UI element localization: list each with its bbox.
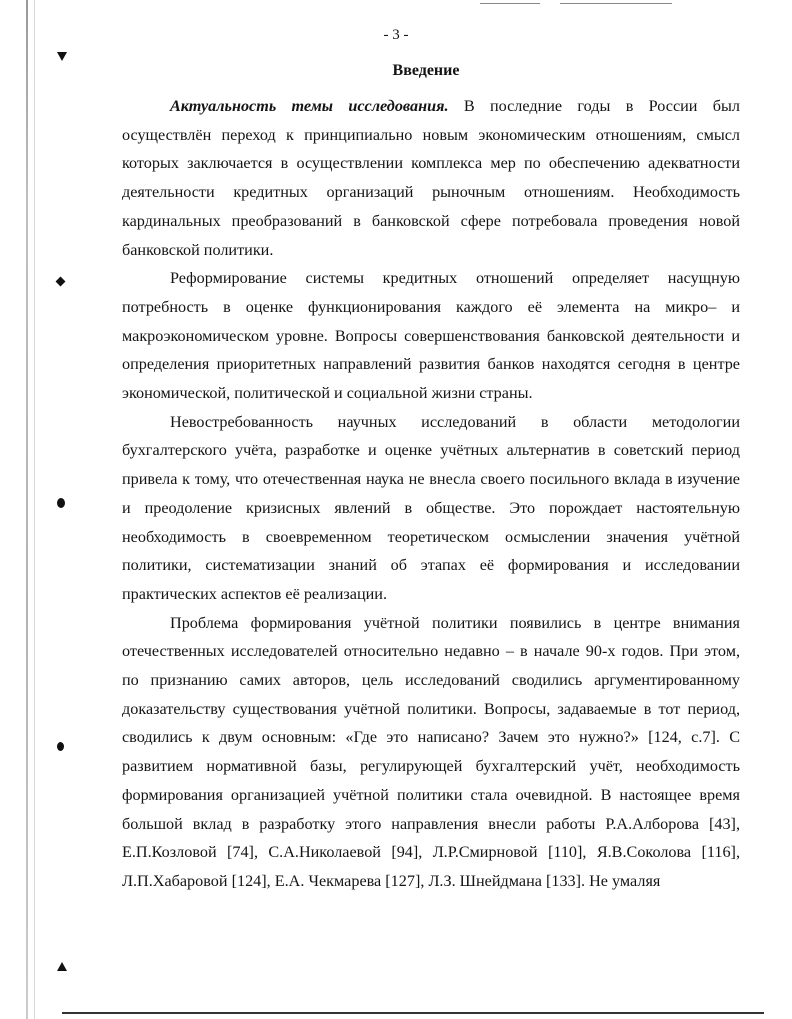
- paragraph-methodology: Невостребованность научных исследований в области методологии бухгалтерского учёта, разработке и оценке учётных альтернатив в советский период привела к тому, что отечественная наука не внесла своего посильного вклада в изучение и преодоление кризисных явлений в обществе. Это порождает настоятельную необходимость в своевременном теоретическом осмыслении значения учётной политики, систематизации знаний об этапах её формирования и исследовании практических аспектов её реализации.: [122, 412, 740, 603]
- scan-top-rule: [560, 3, 672, 4]
- binding-hole-mark: [57, 962, 67, 971]
- paragraph-reform: Реформирование системы кредитных отношений определяет насущную потребность в оценке функционирования каждого её элемента на микро– и макроэкономическом уровне. Вопросы совершенствования банковской деятельности и определения приоритетных направлений развития банков находятся сегодня в центре экономической, политической и социальной жизни страны.: [122, 269, 740, 403]
- binding-hole-mark: [56, 277, 66, 287]
- binding-hole-mark: [57, 498, 65, 508]
- binding-hole-mark: [57, 52, 67, 61]
- scan-top-rule: [480, 3, 540, 4]
- scan-edge-shadow: [26, 0, 28, 1019]
- paragraph-text: В последние годы в России был осуществлён переход к принципиально новым экономическим отношениям, смысл которых заключается в осуществлении комплекса мер по обеспечению адекватности деятельности кредитных организаций рыночным отношениям. Необходимость кардинальных преобразований в банковской сфере потребовала проведения новой банковской политики.: [122, 97, 740, 259]
- page-number: - 3 -: [383, 27, 409, 43]
- section-title: Введение: [392, 62, 460, 79]
- paragraph-relevance: [122, 92, 740, 264]
- scan-edge-line: [34, 0, 35, 1019]
- paragraph-lead: Актуальность темы исследования.: [170, 97, 449, 115]
- body-text: [122, 92, 740, 896]
- binding-hole-mark: [57, 742, 64, 751]
- scan-bottom-rule: [62, 1012, 764, 1014]
- paragraph-problem: Проблема формирования учётной политики появились в центре внимания отечественных исследователей относительно недавно – в начале 90-х годов. При этом, по признанию самих авторов, цель исследований сводились аргументированному доказательству существования учётной политики. Вопросы, задаваемые в тот период, сводились к двум основным: «Где это написано? Зачем это нужно?» [124, с.7]. С развитием нормативной базы, регулирующей бухгалтерский учёт, необходимость формирования организацией учётной политики стала очевидной. В настоящее время большой вклад в разработку этого направления внесли работы Р.А.Алборова [43], Е.П.Козловой [74], С.А.Николаевой [94], Л.Р.Смирновой [110], Я.В.Соколова [116], Л.П.Хабаровой [124], Е.А. Чекмарева [127], Л.З. Шнейдмана [133]. Не умаляя: [122, 613, 740, 890]
